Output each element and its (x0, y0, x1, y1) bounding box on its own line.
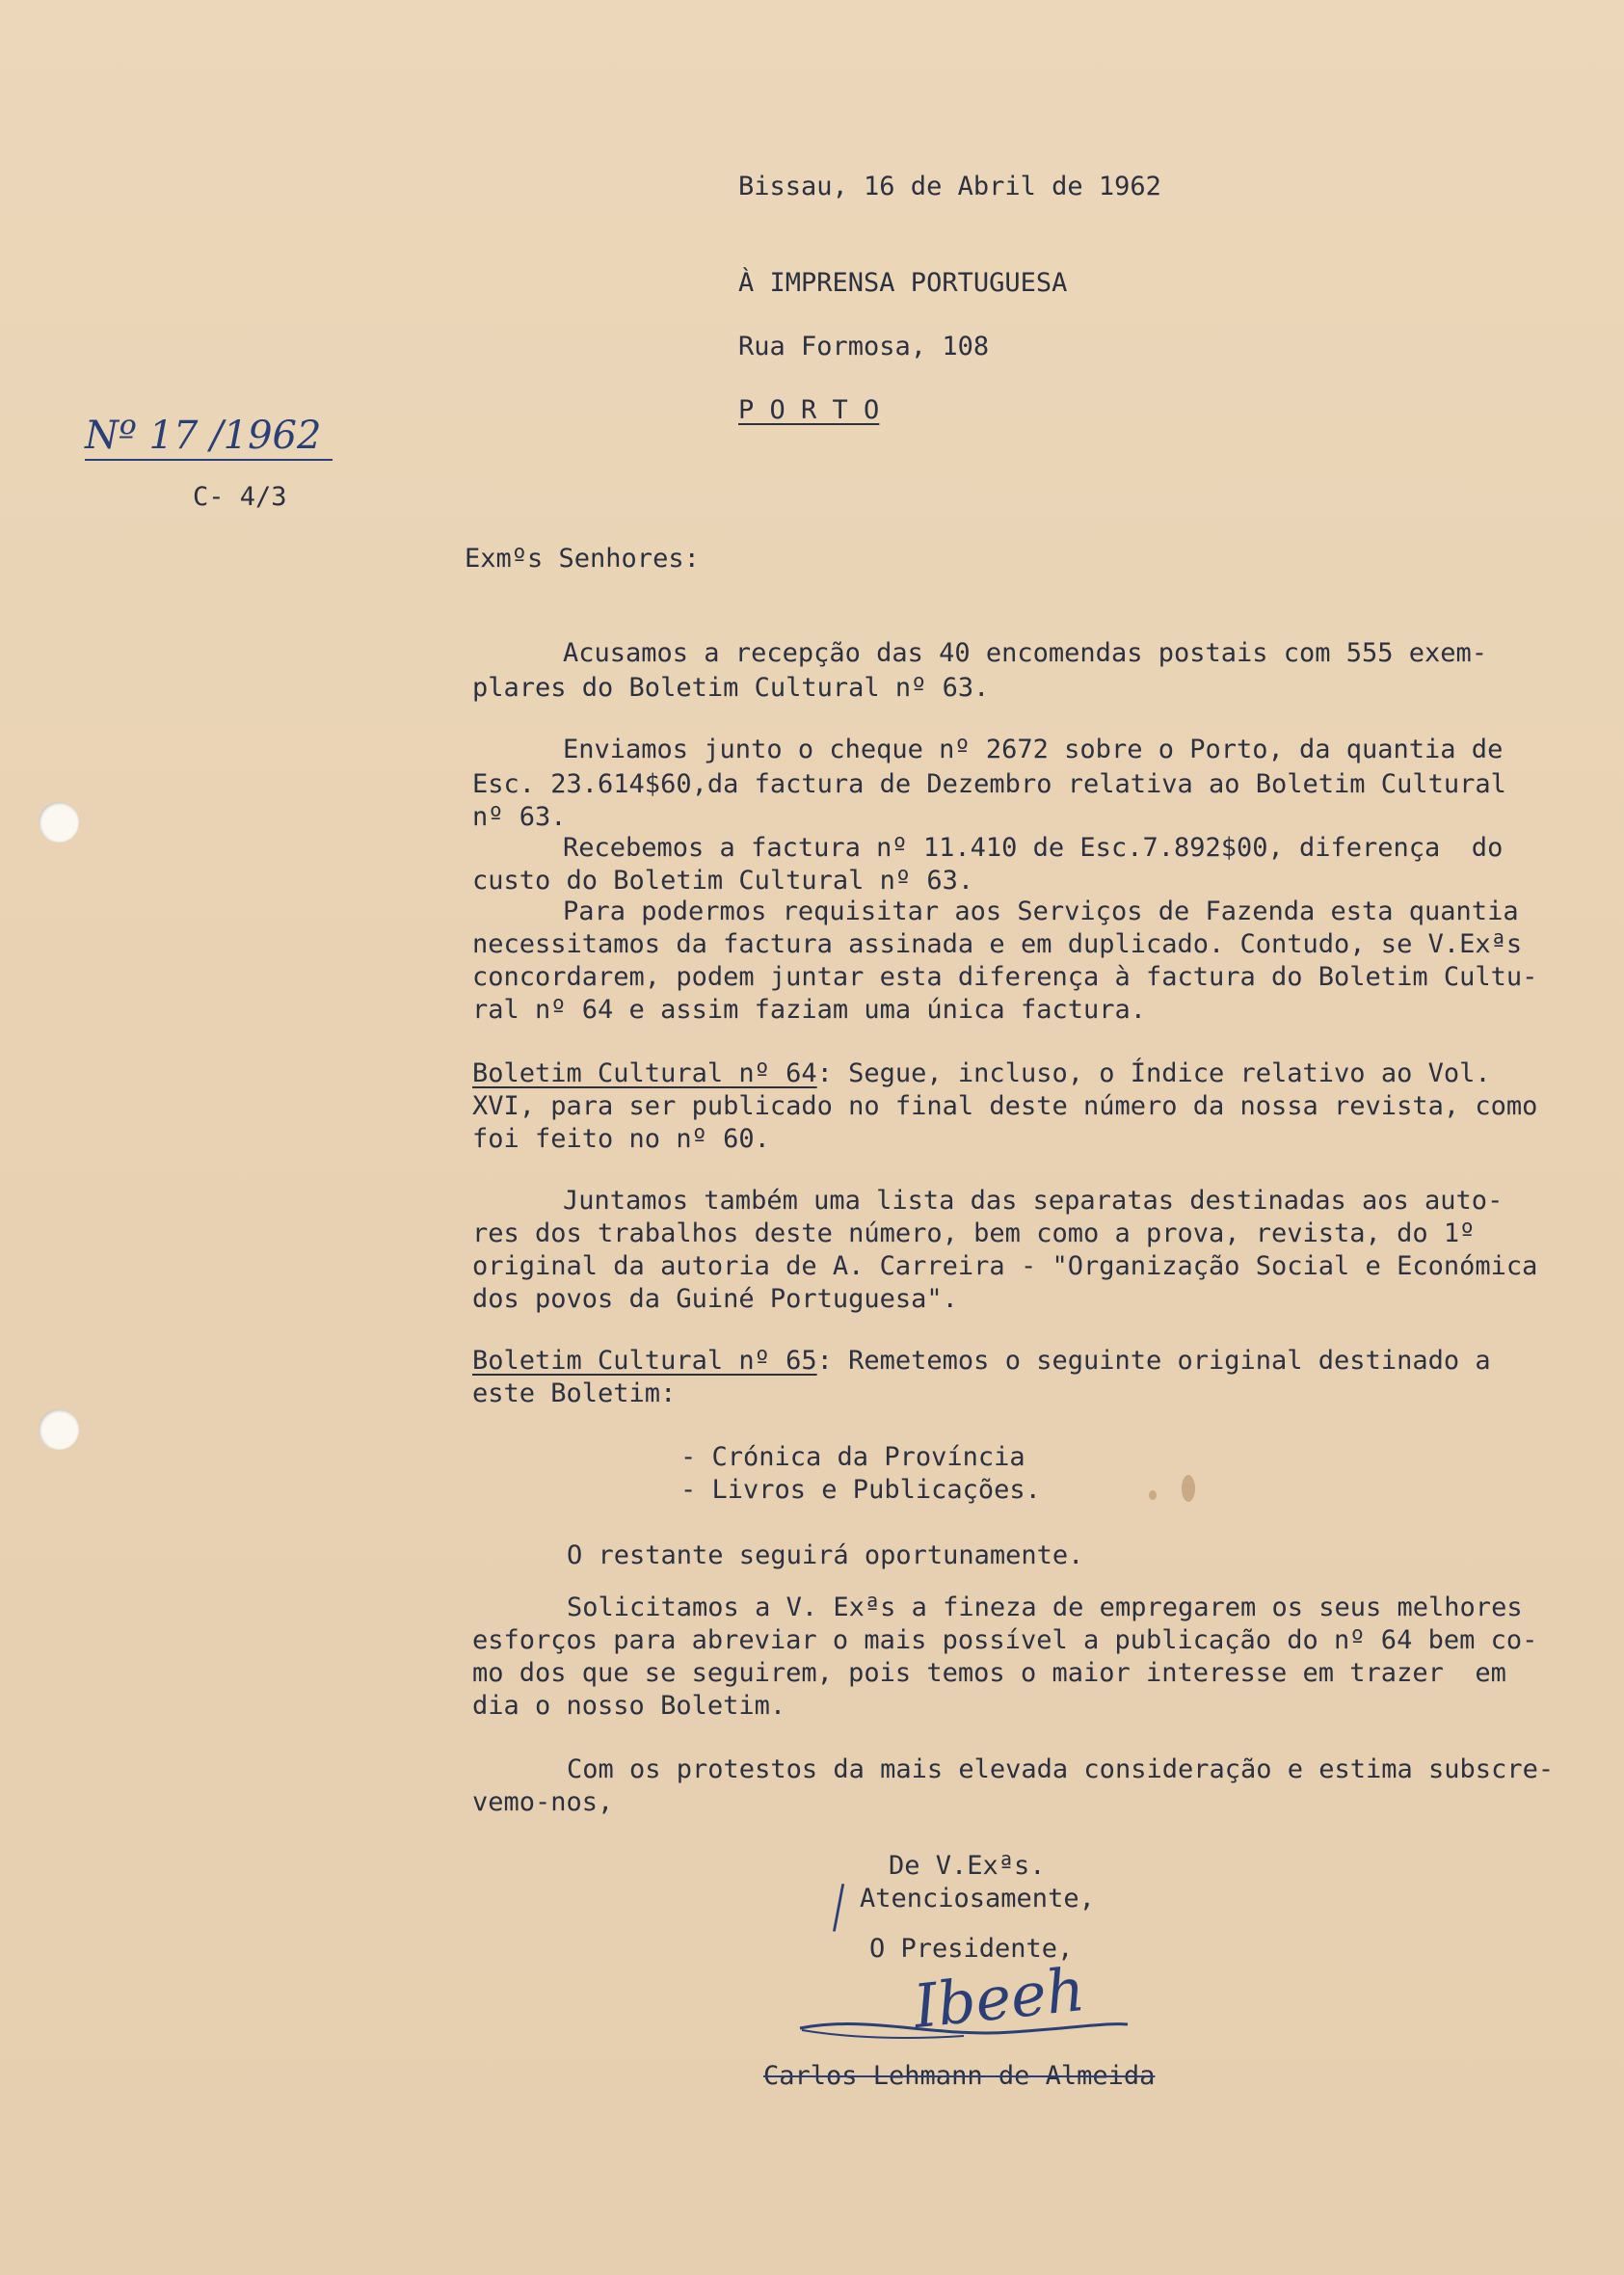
paragraph-line: XVI, para ser publicado no final deste número da nossa revista, como (472, 1091, 1538, 1121)
paragraph-line: Com os protestos da mais elevada consideração e estima subscre- (567, 1754, 1555, 1784)
paragraph-line: este Boletim: (472, 1378, 677, 1408)
paragraph-line: Acusamos a recepção das 40 encomendas postais com 555 exem- (563, 638, 1488, 668)
signature-flourish (790, 1995, 1137, 2053)
section-65-text: : Remetemos o seguinte original destinado a (816, 1346, 1491, 1376)
punch-hole (39, 802, 79, 843)
section-heading-64: Boletim Cultural nº 64 (472, 1058, 817, 1088)
paragraph-line: Juntamos também uma lista das separatas destinadas aos auto- (563, 1186, 1504, 1216)
paragraph-line: plares do Boletim Cultural nº 63. (472, 673, 990, 703)
recipient-street: Rua Formosa, 108 (738, 332, 990, 361)
section-heading-65: Boletim Cultural nº 65 (472, 1346, 817, 1376)
recipient-city: P O R T O (738, 395, 880, 425)
paragraph-line: O restante seguirá oportunamente. (567, 1540, 1084, 1570)
paragraph-line: esforços para abreviar o mais possível a publicação do nº 64 bem co- (472, 1625, 1538, 1655)
closing-line: De V.Exªs. (889, 1851, 1046, 1881)
handwritten-reference: Nº 17 /1962 (85, 415, 333, 461)
paragraph-line: Esc. 23.614$60,da factura de Dezembro relativa ao Boletim Cultural (472, 769, 1506, 799)
stain (1182, 1475, 1195, 1502)
section-64-first-line (472, 1057, 1491, 1090)
handwritten-p-mark: / (833, 1873, 845, 1940)
paragraph-line: vemo-nos, (472, 1787, 614, 1817)
paragraph-line: ral nº 64 e assim faziam uma única factura. (472, 995, 1146, 1025)
list-item: - Livros e Publicações. (680, 1475, 1041, 1505)
paragraph-line: Enviamos junto o cheque nº 2672 sobre o Porto, da quantia de (563, 735, 1504, 764)
paragraph-line: concordarem, podem juntar esta diferença à factura do Boletim Cultu- (472, 962, 1538, 992)
signature: Ibeeh (910, 1953, 1088, 2043)
list-item: - Crónica da Província (680, 1442, 1025, 1472)
paragraph-line: Recebemos a factura nº 11.410 de Esc.7.892$00, diferença do (563, 833, 1504, 863)
section-65-first-line (472, 1344, 1491, 1378)
paragraph-line: dos povos da Guiné Portuguesa". (472, 1284, 958, 1314)
section-64-text: : Segue, incluso, o Índice relativo ao Vol. (816, 1058, 1491, 1088)
paragraph-line: res dos trabalhos deste número, bem como a prova, revista, do 1º (472, 1218, 1476, 1248)
paragraph-line: original da autoria de A. Carreira - "Organização Social e Económica (472, 1251, 1538, 1281)
paragraph-line: dia o nosso Boletim. (472, 1691, 786, 1721)
reference-code: C- 4/3 (193, 482, 287, 512)
paragraph-line: necessitamos da factura assinada e em duplicado. Contudo, se V.Exªs (472, 929, 1523, 959)
paragraph-line: foi feito no nº 60. (472, 1124, 770, 1154)
recipient-name: À IMPRENSA PORTUGUESA (738, 268, 1068, 298)
stain (1149, 1490, 1157, 1500)
paragraph-line: Para podermos requisitar aos Serviços de Fazenda esta quantia (563, 897, 1519, 926)
paragraph-line: nº 63. (472, 802, 567, 832)
closing-line: Atenciosamente, (860, 1884, 1095, 1914)
paragraph-line: mo dos que se seguirem, pois temos o maior interesse em trazer em (472, 1658, 1506, 1688)
signatory-name: Carlos Lehmann de Almeida (763, 2061, 1156, 2091)
paragraph-line: custo do Boletim Cultural nº 63. (472, 866, 974, 896)
date-line: Bissau, 16 de Abril de 1962 (738, 172, 1161, 201)
punch-hole (39, 1409, 79, 1450)
paragraph-line: Solicitamos a V. Exªs a fineza de empregarem os seus melhores (567, 1592, 1523, 1622)
salutation: Exmºs Senhores: (465, 544, 700, 574)
closing-title: O Presidente, (869, 1934, 1074, 1964)
